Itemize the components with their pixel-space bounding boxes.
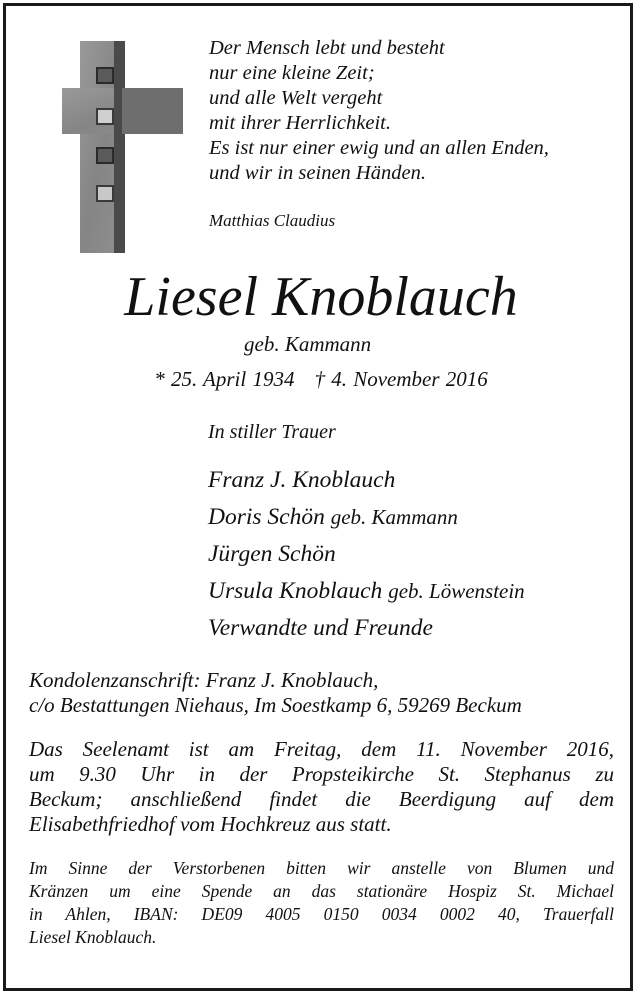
mourner-name: Verwandte und Freunde: [208, 615, 433, 641]
poem-line: nur eine kleine Zeit;: [209, 62, 375, 84]
mourner: [208, 573, 525, 610]
mourner-name: Jürgen Schön: [208, 541, 336, 567]
donation-request: [29, 857, 614, 949]
mourning-label: In stiller Trauer: [208, 421, 336, 443]
poem-line: und wir in seinen Händen.: [209, 162, 426, 184]
mourner-name: Ursula Knoblauch: [208, 578, 383, 604]
mourner-note: geb. Löwenstein: [388, 579, 525, 603]
birth-date: * 25. April 1934: [154, 367, 295, 391]
mourner-name: Doris Schön: [208, 504, 325, 530]
life-dates: [0, 367, 642, 392]
mourner: [208, 610, 525, 647]
poem-line: Der Mensch lebt und besteht: [209, 37, 445, 59]
text-line: Beckum; anschließend findet die Beerdigung auf dem: [29, 787, 614, 811]
mourners-list: [208, 462, 525, 647]
poem: [209, 36, 549, 186]
text-line: Kränzen um eine Spende an das stationäre Hospiz St. Michael: [29, 881, 614, 901]
text-line: in Ahlen, IBAN: DE09 4005 0150 0034 0002 40, Trauerfall: [29, 904, 614, 924]
poem-line: und alle Welt vergeht: [209, 87, 383, 109]
poem-line: Es ist nur einer ewig und an allen Enden,: [209, 137, 549, 159]
poem-author: Matthias Claudius: [209, 211, 336, 230]
text-line: Elisabethfriedhof vom Hochkreuz aus statt.: [29, 812, 392, 836]
mourner-note: geb. Kammann: [330, 505, 458, 529]
death-date: † 4. November 2016: [314, 367, 488, 391]
condolence-address: [29, 668, 614, 718]
text-line: Kondolenzanschrift: Franz J. Knoblauch,: [29, 668, 379, 692]
text-line: Im Sinne der Verstorbenen bitten wir anstelle von Blumen und: [29, 858, 614, 878]
mourner-name: Franz J. Knoblauch: [208, 467, 396, 493]
text-line: Liesel Knoblauch.: [29, 927, 157, 947]
deceased-name: Liesel Knoblauch: [124, 266, 518, 328]
text-line: um 9.30 Uhr in der Propsteikirche St. Stephanus zu: [29, 762, 614, 786]
text-line: c/o Bestattungen Niehaus, Im Soestkamp 6, 59269 Beckum: [29, 693, 522, 717]
maiden-name: geb. Kammann: [244, 332, 372, 356]
service-details: [29, 737, 614, 837]
mourner: [208, 499, 525, 536]
cross-icon: [62, 41, 183, 253]
text-line: Das Seelenamt ist am Freitag, dem 11. November 2016,: [29, 737, 614, 761]
mourner: [208, 536, 525, 573]
mourner: [208, 462, 525, 499]
poem-line: mit ihrer Herrlichkeit.: [209, 112, 391, 134]
